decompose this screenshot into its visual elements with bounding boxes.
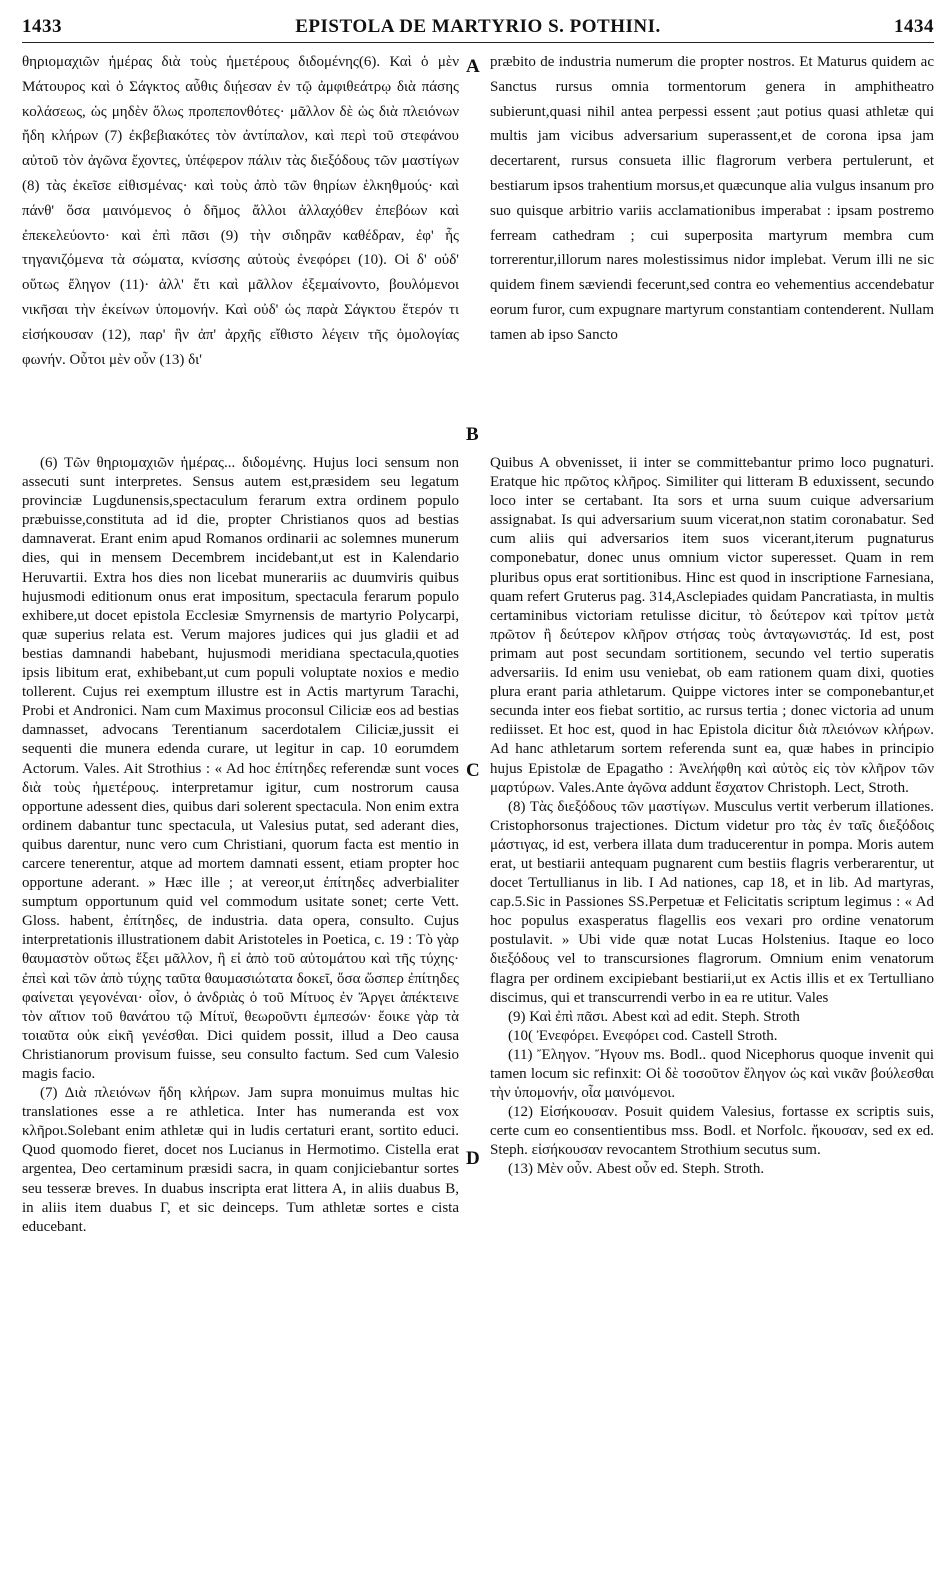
margin-letter-c: C (466, 760, 480, 781)
running-title: EPISTOLA DE MARTYRIO S. POTHINI. (295, 16, 661, 37)
margin-letter-a: A (466, 56, 480, 77)
margin-letter-b: B (466, 424, 479, 445)
footnotes-left-column (22, 454, 459, 1566)
page-header (22, 14, 934, 43)
footnote-9: (9) Καὶ ἐπὶ πᾶσι. Abest καὶ ad edit. Steph. Stroth (508, 1008, 800, 1025)
footnote-8: (8) Τὰς διεξόδους τῶν μαστίγων. Musculus vertit verberum illationes. Cristophorsonus trajectiones. Dictum videtur pro τὰς ἐν ταῖς διεξόδοις μάστιγας, id est, verbera illata dum traducerentur in pompa. Moris autem erat, ut bestiarii antequam pugnarent cum bestiis flagris verberarentur, ut docet Tertullianus in lib. I Ad nationes, cap 18, et in lib. Ad martyras, cap.5.Sic in Passiones SS.Perpetuæ et Felicitatis scriptum legimus : « Ad hoc populus exasperatus flagellis eos vexari pro ordine venatorum postulavit. » Ubi vide quæ notat Lucas Holstenius. Itaque eo loco διεξόδους vel to transcursiones flagrorum. Omnium enim venatorum flagra per ordinem excipiebant bestiarii,ut ex Actis illis et ex Tertulliano discimus, qui et transcurrendi verbo in ea re utitur. Vales (490, 798, 934, 1006)
greek-text: θηριομαχιῶν ἡμέρας διὰ τοὺς ἡμετέρους διδομένης(6). Καὶ ὁ μὲν Μάτουρος καὶ ὁ Σάγκτος αὖθις διῄεσαν ἐν τῷ ἀμφιθεάτρῳ διὰ πάσης κολάσεως, ὡς μηδὲν ὅλως προπεπονθότες· μᾶλλον δὲ ὡς διὰ πλειόνων ἤδη κλήρων (7) ἐκβεβιακότες τὸν ἀντίπαλον, καὶ περὶ τοῦ στεφάνου αὐτοῦ τὸν ἀγῶνα ἔχοντες, ὑπέφερον πάλιν τὰς διεξόδους τῶν μαστίγων (8) τὰς ἐκεῖσε εἰθισμένας· καὶ τοὺς ἀπὸ τῶν θηρίων ἑλκηθμούς· καὶ πάνθ' ὅσα μαινόμενος ὁ δῆμος ἄλλοι ἀλλαχόθεν ἐπεβόων καὶ ἐπεκελεύοντο· καὶ ἐπὶ πᾶσι (9) τὴν σιδηρᾶν καθέδραν, ἐφ' ἧς τηγανιζόμενα τὰ σώματα, κνίσσης αὐτοὺς ἐνεφόρει (10). Οἱ δ' οὐδ' οὕτως ἔληγον (11)· ἀλλ' ἔτι καὶ μᾶλλον ἐξεμαίνοντο, βουλόμενοι νικῆσαι τὴν ἐκείνων ὑπομονήν. Καὶ οὐδ' ὡς παρὰ Σάγκτου ἕτερόν τι εἰσήκουσαν (12), παρ' ἣν ἀπ' ἀρχῆς εἴθιστο λέγειν τῆς ὁμολογίας φωνήν. Οὗτοι μὲν οὖν (13) δι' (22, 54, 459, 368)
page-number-right: 1434 (894, 16, 934, 37)
footnote-7: (7) Διὰ πλειόνων ἤδη κλήρων. Jam supra monuimus multas hic translationes esse a re athletica. Inter has numeranda est vox κλῆροι.Solebant enim athletæ qui in ludis certaturi erant, sortito educi. Quod quomodo fieret, docet nos Lucianus in Hermotimo. Cistella erat argentea, Deo certaminum præsidi sacra, in quam conjiciebantur sortes seu tesseræ breves. In duabus inscripta erat littera A, in aliis duabus B, in aliis item duabus Γ, et sic deinceps. Tum athletæ sortes e cista educebant. (22, 1085, 459, 1235)
margin-letter-d: D (466, 1148, 480, 1169)
footnote-13: (13) Μὲν οὖν. Abest οὖν ed. Steph. Stroth. (508, 1161, 765, 1178)
footnote-11: (11) Ἔληγον. Ἤγουν ms. Bodl.. quod Nicephorus quoque invenit qui tamen locum sic refinxit: Οἱ δὲ τοσοῦτον ἔληγον ὡς καὶ νικᾶν βούλεσθαι τὴν ὑπομονήν, οἷα μαινόμενοι. (490, 1046, 934, 1102)
latin-text-column (490, 50, 934, 446)
footnote-12: (12) Εἰσήκουσαν. Posuit quidem Valesius, fortasse ex scriptis suis, certe cum eo consentientibus mss. Bodl. et Norfolc. ἤκουσαν, sed ex ed. Steph. εἰσήκουσαν revocantem Strothium secutus sum. (490, 1104, 934, 1159)
latin-text: præbito de industria numerum die propter nostros. Et Maturus quidem ac Sanctus rursus omnia tormentorum genera in amphitheatro subierunt,quasi nihil antea perpessi essent ;aut potius quasi athletæ qui multis jam vicibus adversarium superassent,et de corona ipsa jam decertarent, rursus consueta illic flagrorum verbera pertulerunt, et bestiarum ipsos trahentium morsus,et quæcunque alia vulgus insanum pro suo quisque arbitrio variis acclamationibus imperabat : ipsam postremo ferream cathedram ; cui superposita martyrum membra cum torrerentur,illorum nares molestissimus nidor implebat. Verum illi ne sic quidem finem sæviendi fecerunt,sed contra eo vehementius accendebatur eorum furor, cum expugnare martyrum constantiam contenderent. Nullam tamen ab ipso Sancto (490, 54, 934, 343)
footnote-10: (10( Ἐνεφόρει. Ενεφόρει cod. Castell Stroth. (508, 1027, 778, 1044)
footnotes-right-column (490, 454, 934, 1566)
footnote-6: (6) Τῶν θηριομαχιῶν ἡμέρας... διδομένης. Hujus loci sensum non assecuti sunt interpretes. Sensus autem est,præsidem seu legatum provinciæ Lugdunensis,spectaculum ferarum extra ordinem populo præbuisse,constituta ad id die, propter Christianos quos ad bestias damnaverat. Erant enim apud Romanos ordinarii ac solemnes munerum dies, qui in mensem Decembrem incidebant,ut est in Kalendario Heruvartii. Extra hos dies non licebat munerariis ac duumviris quibus hujusmodi editionum onus erat impositum, spectacula ferarum populo exhibere,ut docet epistola Ecclesiæ Smyrnensis de martyrio Polycarpi, quæ superius relata est. Verum majores judices qui jus gladii et ad bestias damnandi habebant, hujusmodi meridiana spectacula,quoties ipsis libitum erat, exhibebant,ut cum populi voluptate noxios e medio tollerent. Cujus rei exemptum illustre est in Actis martyrum Tarachi, Probi et Andronici. Nam cum Maximus proconsul Ciliciæ eos ad bestias damnasset, advocans Terentianum sacerdotalem Ciliciæ,jussit ei sequenti die munera edenda curare, ut legitur in cap. 10 eorumdem Actorum. Vales. Ait Strothius : « Ad hoc ἐπίτηδες referendæ sunt voces διὰ τοὺς ἡμετέρους. interpretamur igitur, cum nostrorum causa opportune adessent dies, quibus dari solerent spectacula. Non enim extra ordinem dabantur tunc spectacula, ut Valesius putat, sed aderant dies, quibus darentur, nunc vero cum Christiani, quorum facta est mentio in carcere tenerentur, atque ad mortem damnati essent, etiam propter hoc opportune aderant. » Hæc ille ; at vereor,ut ἐπίτηδες adverbialiter sumptum opportunum quid vel commodum usitate sonet; certe Vett. Gloss. habent, ἐπίτηδες, de industria. data opera, consulto. Cujus interpretationis illustrationem dabit Aristoteles in Poetica, c. 19 : Τὸ γὰρ θαυμαστὸν οὕτως ἕξει μᾶλλον, ἢ εἰ ἀπὸ τοῦ αὐτομάτου καὶ τῆς τύχης· ἐπεὶ καὶ τῶν ἀπὸ τύχης ταῦτα θαυμασιώτατα δοκεῖ, ὅσα ὥσπερ ἐπίτηδες φαίνεται γεγονέναι· οἷον, ὁ ἀνδριὰς ὁ τοῦ Μίτυος ἐν Ἄργει ἀπέκτεινε τὸν αἴτιον τοῦ θανάτου τῷ Μίτυϊ, θεωροῦντι ἐμπεσών· ἔοικε γὰρ τὰ τοιαῦτα οὐκ εἰκῆ γενέσθαι. Dici quidem possit, illud a Deo causa Christianorum provisum fuisse, seu consulto factum. Sed cum Valesio magis facio. (22, 455, 459, 1082)
page-number-left: 1433 (22, 16, 62, 37)
greek-text-column (22, 50, 459, 446)
footnote-7-continued: Quibus A obvenisset, ii inter se committebantur primo loco pugnaturi. Eratque hic πρῶτος κλῆρος. Similiter qui litteram B eduxissent, secundo loco inter se certabant. Ita sors et urna suum cuique adversarium assignabat. Is qui adversarium suum vicerat,non statim coronabatur. Sed cum aliis qui adversarios item suos vicerant,iterum pugnaturus componebatur, donec unus omnium victor superesset. Quam in rem pluribus opus erat sortitionibus. Hinc est quod in inscriptione Farnesiana, quam refert Gruterus pag. 314,Asclepiades quidam Pancratiasta, in multis certaminibus victoriam retulisse dicitur, τὸ δεύτερον καὶ τρίτον μετὰ πρῶτον ἢ δεύτερον κλῆρον στήσας τοὺς ἀνταγωνιστάς. Id est, post primam aut post secundam sortitionem, secundo vel tertio superatis adversariis. Id enim usu veniebat, ob eam rationem quam dixi, quoties plura erant paria athletarum. Quippe victores inter se componebantur,et secunda inter eos fiebat sortitio, ac rursus tertia ; donec victoria ad unum rediisset. Et hoc est, quod in hac Epistola dicitur διὰ πλειόνων κλήρων. Ad hanc athletarum sortem referenda sunt ea, quæ habes in principio hujus Epistolæ de Epagatho : Ἀνελήφθη καὶ αὐτὸς εἰς τὸν κλῆρον τῶν μαρτύρων. Vales.Ante ἀγῶνα addunt ἔσχατον Christoph. Lect, Stroth. (490, 455, 934, 796)
